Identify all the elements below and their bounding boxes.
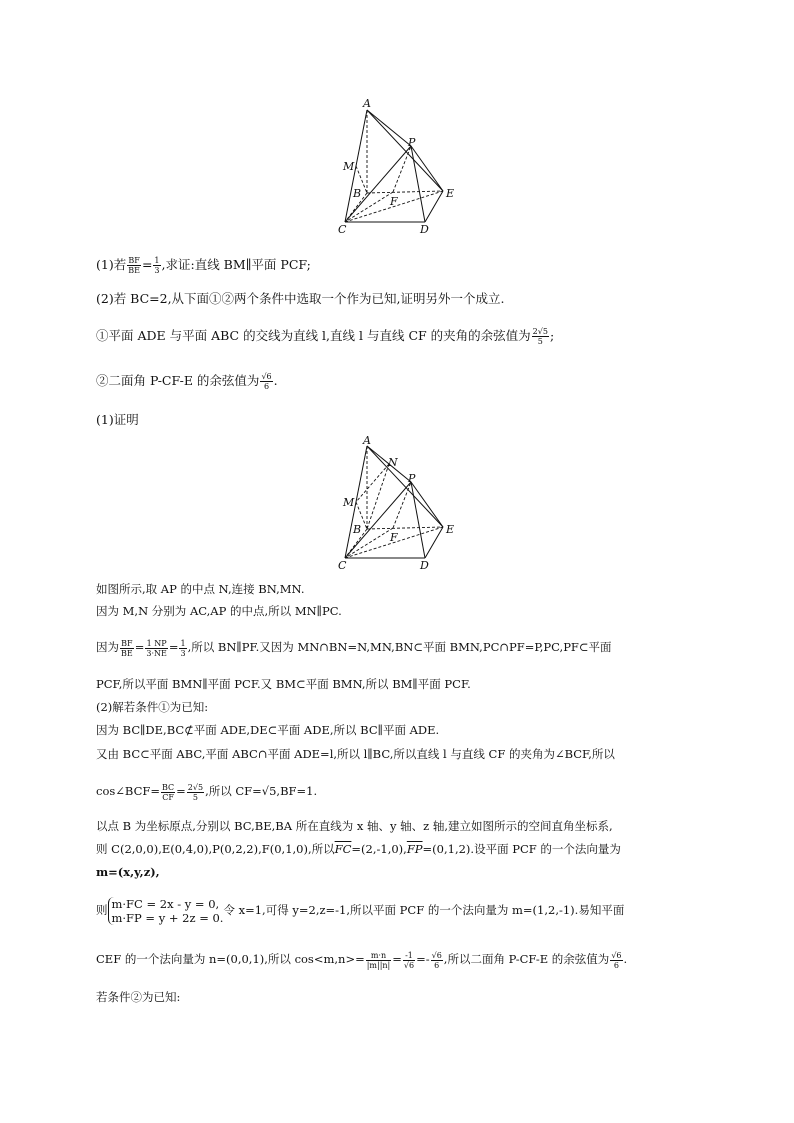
label-D: D [420,223,429,236]
label-E: E [446,523,455,536]
solution-line-13: CEF 的一个法向量为 n=(0,0,1),所以 cos<m,n>= $\frac{m\cdot n}{|m||n|}$ = $\frac{-1}{√6}$ =- $\frac{√6}{6}$ ,所以二面角 P-CF-E 的余弦值为 $\frac{√6}{6}$ . [96,950,628,970]
label-D: D [420,559,429,572]
solution-line-10: 则 C(2,0,0),E(0,4,0),P(0,2,2),F(0,1,0),所以$\overline{FC}=(2,-1,0),\overline{FP}=(0,1,2)$.设平面 PCF 的一个法向量为 [96,842,621,856]
solution-line-7: 又由 BC⊂平面 ABC,平面 ABC∩平面 ADE=l,所以 l∥BC,所以直线 l 与直线 CF 的夹角为∠BCF,所以 [96,747,615,761]
label-C: C [338,223,347,236]
solution-line-12: 则 m·FC = 2x - y = 0, m·FP = y + 2z = 0. 令 x=1,可得 y=2,z=-1,所以平面 PCF 的一个法向量为 m=(1,2,-1).易知平面 [96,897,625,925]
solution-line-3: 因为 $\frac{BF}{BE}$ = $\frac{1 NP}{3\cdot NE}$ = $\frac{1}{3}$ ,所以 BN∥PF.又因为 MN∩BN=N,MN,BN⊂平面 BMN,PC∩PF=P,PC,PF⊂平面 [96,638,612,658]
solution-line-4: PCF,所以平面 BMN∥平面 PCF.又 BM⊂平面 BMN,所以 BM∥平面 PCF. [96,677,471,691]
solution-line-1: 如图所示,取 AP 的中点 N,连接 BN,MN. [96,582,305,596]
condition-2: ②二面角 P-CF-E 的余弦值为 $\frac{√6}{6}$ . [96,372,278,391]
label-P: P [408,472,416,485]
proof-heading: (1)证明 [96,412,139,427]
label-F: F [390,195,398,208]
label-F: F [390,531,398,544]
pyramid-figure-1 [330,96,465,236]
label-N: N [388,456,398,469]
label-P: P [408,136,416,149]
label-B: B [353,187,362,200]
label-M: M [343,496,355,509]
condition-1: ①平面 ADE 与平面 ABC 的交线为直线 l,直线 l 与直线 CF 的夹角的余弦值为 $\frac{2√5}{5}$ ; [96,327,555,346]
solution-line-6: 因为 BC∥DE,BC⊄平面 ADE,DE⊂平面 ADE,所以 BC∥平面 ADE. [96,723,440,737]
question-2: (2)若 BC=2,从下面①②两个条件中选取一个作为已知,证明另外一个成立. [96,291,505,306]
pyramid-figure-2 [330,436,465,576]
label-M: M [343,160,355,173]
solution-line-8: cos∠BCF= $\frac{BC}{CF}$ = $\frac{2√5}{5}$ ,所以 CF=√5,BF=1. [96,782,318,802]
label-E: E [446,187,455,200]
label-B: B [353,523,362,536]
solution-line-11: m=(x,y,z), [96,865,160,879]
solution-line-9: 以点 B 为坐标原点,分别以 BC,BE,BA 所在直线为 x 轴、y 轴、z 轴,建立如图所示的空间直角坐标系, [96,819,613,833]
label-C: C [338,559,347,572]
solution-line-5: (2)解若条件①为已知: [96,700,209,714]
question-1: (1)若 $\frac{BF}{BE}$ = $\frac{1}{3}$ ,求证:直线 BM∥平面 PCF; [96,256,311,275]
solution-line-2: 因为 M,N 分别为 AC,AP 的中点,所以 MN∥PC. [96,604,342,618]
label-A: A [363,436,371,447]
label-A: A [363,97,371,110]
solution-line-14: 若条件②为已知: [96,990,181,1004]
